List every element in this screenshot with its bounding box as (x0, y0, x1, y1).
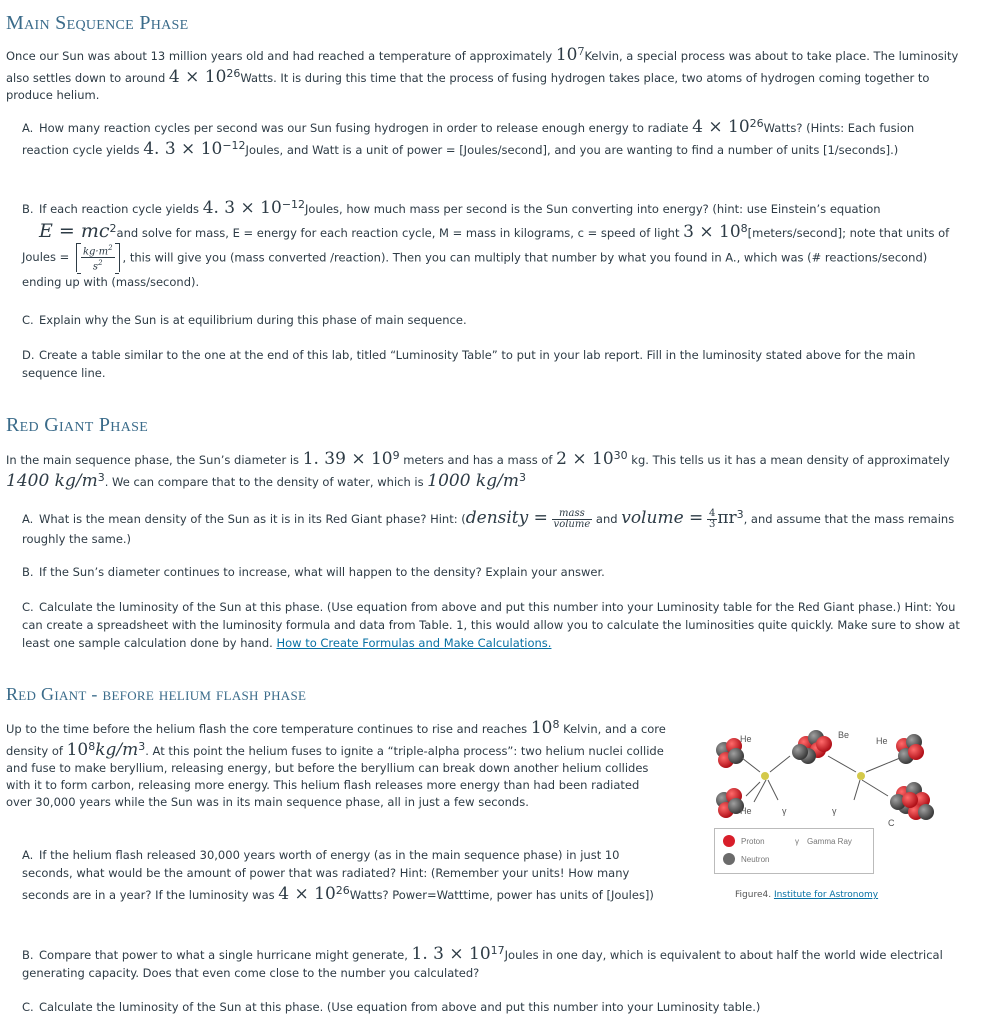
legend-proton-label: Proton (741, 837, 765, 846)
helium-nucleus-2 (896, 734, 924, 764)
question-flash-c: C. Calculate the luminosity of the Sun at this phase. (Use equation from above and put this number into your Luminosity table.) (22, 1000, 761, 1014)
institute-link[interactable]: Institute for Astronomy (773, 890, 879, 900)
figure-caption: Figure4. Institute for Astronomy (735, 890, 879, 900)
question-red-a: A. What is the mean density of the Sun as it is in its Red Giant phase? Hint: (density = $\frac{\text{mass}}{\text{volume}}$ and volume = $\frac{4}{3}$ $\pi r^3$, and assume that the mass remains roughly the same.) (22, 507, 955, 546)
triple-alpha-figure (706, 722, 946, 907)
legend-neutron-label: Neutron (741, 855, 770, 864)
units-bracket: $\frac{kg\cdot m^2}{s^2}$ (76, 243, 120, 273)
energy-sparks (761, 772, 865, 780)
formulas-link[interactable]: How to Create Formulas and Make Calculations. (276, 636, 552, 650)
svg-text:γ: γ (782, 806, 787, 816)
section-heading-main-sequence: Main Sequence Phase (6, 12, 189, 34)
svg-text:He: He (740, 734, 752, 744)
question-red-c: C. Calculate the luminosity of the Sun at this phase. (Use equation from above and put this number into your Luminosity table for the Red Giant phase.) Hint: You can create a spreadsheet with the luminosity formula and data from Table. 1, this would allow you to calculate the luminosities quite quickly. Make sure to show at least one sample calculation done by hand. How to Create Formulas and Make Calculations. (22, 600, 960, 650)
question-red-b: B. If the Sun’s diameter continues to increase, what will happen to the density? Explain your answer. (22, 565, 605, 579)
figure-legend (714, 828, 874, 874)
question-flash-b: B. Compare that power to what a single hurricane might generate, 1. $3 \times 10^{17}Joules$ in one day, which is equivalent to about half the world wide electrical generating capacity. Does that even come close to the number you calculated? (22, 943, 943, 980)
question-main-d: D. Create a table similar to the one at the end of this lab, titled “Luminosity Table” to put in your lab report. Fill in the luminosity stated above for the main sequence line. (22, 348, 916, 380)
neutron-swatch (723, 853, 735, 865)
question-main-b: B. If each reaction cycle yields 4. $3 \times 10^{-12}Joules$, how much mass per second is the Sun converting into energy? (hint: use Einstein’s equation $E = mc^2and$ solve for mass, E = energy for each reaction cycle, M = mass in kilograms, c = speed of light $3 \times 10^8[meters/second]$; note that units of Joules = $\frac{kg\cdot m^2}{s^2}$ , this will give you (mass converted /reaction). Then you can multiply that number by what you found in A., which was (# reactions/second) ending up with (mass/second). (22, 197, 950, 290)
gamma-icon: γ (795, 837, 799, 846)
beryllium-nucleus (792, 730, 832, 764)
carbon-nucleus (890, 782, 934, 820)
svg-text:Be: Be (838, 730, 850, 740)
proton-swatch (723, 835, 735, 847)
main-sequence-intro: Once our Sun was about 13 million years old and had reached a temperature of approximately $10^7Kelvin$, a special process was about to take place. The luminosity also settles down to around $4 \times 10^{26}Watts$. It is during this time that the process of fusing hydrogen takes place, two atoms of hydrogen coming together to produce helium. (6, 44, 959, 102)
helium-flash-intro: Up to the time before the helium flash the core temperature continues to rise and reaches $10^8$ Kelvin, and a core density of $10^8kg/m^3$. At this point the helium fuses to ignite a “triple-alpha process”: two helium nuclei collide and fuse to make beryllium, releasing energy, but before the beryllium can break down another helium collides with it to form carbon, releasing more energy. This helium flash releases more energy than had been radiated over 30,000 years while the Sun was in its main sequence phase, all in just a few seconds. (6, 717, 666, 809)
section-heading-red-giant: Red Giant Phase (6, 414, 149, 436)
question-flash-a: A. If the helium flash released 30,000 years worth of energy (as in the main sequence phase) in just 10 seconds, what would be the amount of power that was radiated? Hint: (Remember your units! How many seconds are in a year? If the luminosity was $4 \times 10^{26}Watts$? Power=Watttime, power has units of [Joules]) (22, 848, 654, 904)
red-giant-intro: In the main sequence phase, the Sun’s diameter is 1. $39 \times 10^9$ meters and has a mass of $2 \times 10^{30}$ kg. This tells us it has a mean density of approximately 1400 $kg/m^3$. We can compare that to the density of water, which is 1000 $kg/m^3$ (6, 448, 950, 491)
question-main-a: A. How many reaction cycles per second was our Sun fusing hydrogen in order to release enough energy to radiate $4 \times 10^{26}Watts$? (Hints: Each fusion reaction cycle yields 4. $3 \times 10^{-12}Joules$, and Watt is a unit of power = [Joules/second], and you are wanting to find a number of units [1/seconds].) (22, 116, 915, 159)
svg-text:C: C (888, 818, 895, 828)
legend-gamma-label: Gamma Ray (807, 837, 852, 846)
svg-text:He: He (876, 736, 888, 746)
svg-text:γ: γ (832, 806, 837, 816)
question-main-c: C. Explain why the Sun is at equilibrium during this phase of main sequence. (22, 313, 467, 327)
svg-text:He: He (740, 806, 752, 816)
section-heading-helium-flash: Red Giant - before helium flash phase (6, 684, 307, 704)
